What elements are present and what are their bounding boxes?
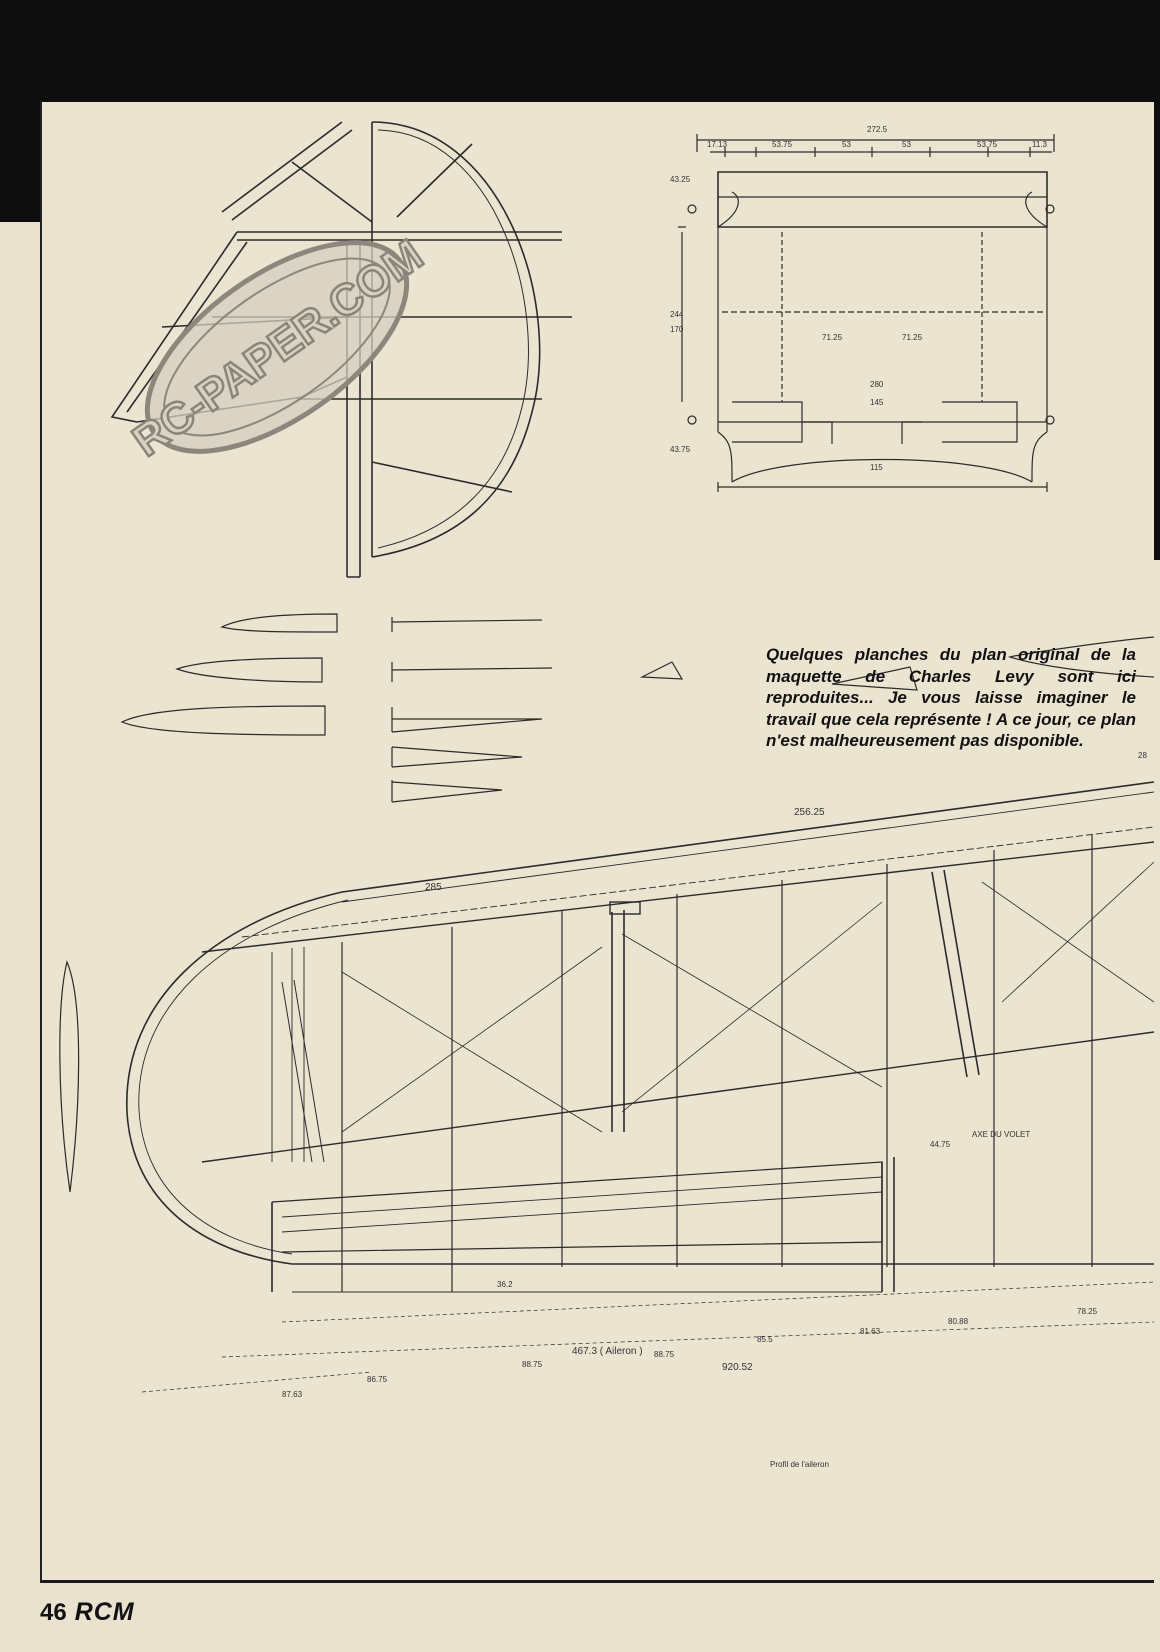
dim-seg-4: 53 (902, 140, 911, 149)
left-black-band (0, 0, 40, 222)
dim-mid-1: 71.25 (822, 333, 843, 342)
page-number: 46 (40, 1599, 67, 1626)
plan-sheet (40, 102, 1154, 1583)
magazine-logo: RCM (74, 1598, 135, 1626)
dim-8763: 87.63 (282, 1390, 303, 1399)
dim-total: 920.52 (722, 1362, 753, 1373)
dim-855: 85.5 (757, 1335, 773, 1344)
corner-number: 28 (1138, 751, 1147, 760)
dim-8675: 86.75 (367, 1375, 388, 1384)
dim-width-280: 280 (870, 380, 884, 389)
dim-top-width: 272.5 (867, 125, 888, 134)
dim-left-2: 244 (670, 310, 684, 319)
dim-8163: 81.63 (860, 1327, 881, 1336)
dim-wing-span: 256.25 (794, 807, 825, 818)
watermark-stamp (96, 190, 458, 504)
dim-v-36: 36.2 (497, 1280, 513, 1289)
dim-mid-2: 71.25 (902, 333, 923, 342)
dim-seg-6: 11.3 (1032, 140, 1047, 149)
wing-drawing (127, 782, 1154, 1392)
dim-seg-1: 17.13 (707, 140, 728, 149)
dim-aileron-length: 467.3 ( Aileron ) (572, 1346, 643, 1357)
dim-wing-285: 285 (425, 882, 442, 893)
dim-seg-3: 53 (842, 140, 851, 149)
dim-7825: 78.25 (1077, 1307, 1098, 1316)
photo-caption: Quelques planches du plan original de la maquette de Charles Levy sont ici reproduites... Je vous laisse imaginer le travail que cela représente ! A ce jour, ce plan n'est malheureusement pas disponible. (766, 645, 1136, 750)
page-footer (40, 1598, 135, 1627)
dimension-labels (282, 125, 1147, 1469)
profile-label: Profil de l'aileron (770, 1460, 829, 1469)
dim-width-115: 115 (870, 463, 883, 472)
watermark-text: RC-PAPER.COM (123, 230, 432, 467)
dim-8875-a: 88.75 (654, 1350, 675, 1359)
dim-width-145: 145 (870, 398, 884, 407)
profile-parts (60, 614, 1154, 1580)
dim-left-1: 43.25 (670, 175, 691, 184)
plan-drawing (42, 102, 1154, 1580)
dim-seg-5: 53.75 (977, 140, 998, 149)
dim-left-4: 43.75 (670, 445, 691, 454)
dim-8875-b: 88.75 (522, 1360, 543, 1369)
top-black-band (0, 0, 1160, 102)
dim-v-44: 44.75 (930, 1140, 951, 1149)
frame-drawing (678, 134, 1054, 492)
dim-seg-2: 53.75 (772, 140, 793, 149)
dim-8088: 80.88 (948, 1317, 969, 1326)
dim-left-3: 170 (670, 325, 684, 334)
axe-volet-label: AXE DU VOLET (972, 1130, 1031, 1139)
